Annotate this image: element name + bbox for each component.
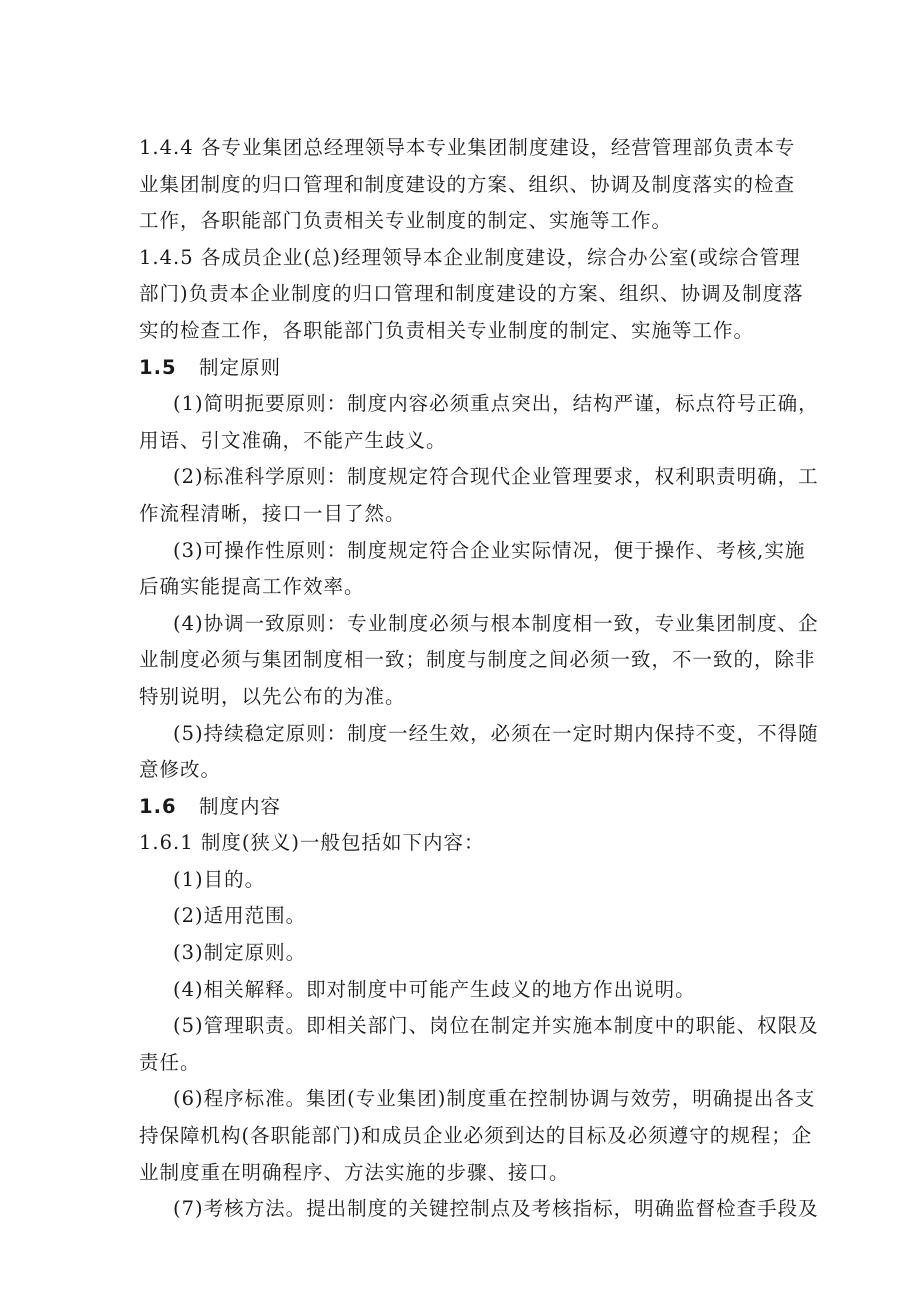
paragraph-1-4-5-line-2: 部门)负责本企业制度的归口管理和制度建设的方案、组织、协调及制度落: [139, 282, 804, 306]
content-item-6-line-1: (6)程序标准。集团(专业集团)制度重在控制协调与效劳，明确提出各支: [173, 1087, 816, 1111]
principle-1-line-1: (1)简明扼要原则：制度内容必须重点突出，结构严谨，标点符号正确，: [173, 392, 819, 416]
section-heading-1-6: [139, 789, 811, 826]
principle-5-line-1: (5)持续稳定原则：制度一经生效，必须在一定时期内保持不变，不得随: [173, 721, 819, 745]
content-item-7-line-1: (7)考核方法。提出制度的关键控制点及考核指标，明确监督检查手段及: [173, 1197, 819, 1221]
content-item-6-line-3: 业制度重在明确程序、方法实施的步骤、接口。: [139, 1160, 570, 1184]
section-title: 制定原则: [199, 355, 282, 379]
section-heading-1-5: [139, 350, 811, 387]
content-item-4: (4)相关解释。即对制度中可能产生歧义的地方作出说明。: [173, 977, 696, 1001]
principle-2-line-1: (2)标准科学原则：制度规定符合现代企业管理要求，权利职责明确，工: [173, 465, 819, 489]
content-item-1: (1)目的。: [173, 867, 266, 891]
principle-4-line-3: 特别说明，以先公布的为准。: [139, 684, 406, 708]
section-number: 1.6: [139, 794, 177, 818]
content-item-5-line-1: (5)管理职责。即相关部门、岗位在制定并实施本制度中的职能、权限及: [173, 1014, 819, 1038]
content-item-6-line-2: 持保障机构(各职能部门)和成员企业必须到达的目标及必须遵守的规程；企: [139, 1124, 813, 1148]
document-body: [139, 130, 819, 1228]
principle-4-line-2: 业制度必须与集团制度相一致；制度与制度之间必须一致，不一致的，除非: [139, 648, 816, 672]
content-item-5-line-2: 责任。: [139, 1050, 201, 1074]
principle-1-line-2: 用语、引文准确，不能产生歧义。: [139, 428, 447, 452]
principle-2-line-2: 作流程清晰，接口一目了然。: [139, 501, 406, 525]
paragraph-1-4-5-line-3: 实的检查工作，各职能部门负责相关专业制度的制定、实施等工作。: [139, 318, 755, 342]
section-number: 1.5: [139, 355, 177, 379]
principle-3-line-2: 后确实能提高工作效率。: [139, 575, 365, 599]
principle-5-line-2: 意修改。: [139, 758, 222, 782]
paragraph-1-4-4-line-2: 业集团制度的归口管理和制度建设的方案、组织、协调及制度落实的检查: [139, 172, 796, 196]
paragraph-1-4-5-line-1: 1.4.5 各成员企业(总)经理领导本企业制度建设，综合办公室(或综合管理: [139, 245, 801, 269]
section-title: 制度内容: [199, 794, 282, 818]
paragraph-1-4-4-line-3: 工作，各职能部门负责相关专业制度的制定、实施等工作。: [139, 209, 673, 233]
content-item-3: (3)制定原则。: [173, 941, 307, 965]
principle-3-line-1: (3)可操作性原则：制度规定符合企业实际情况，便于操作、考核,实施: [173, 538, 806, 562]
content-item-2: (2)适用范围。: [173, 904, 307, 928]
principle-4-line-1: (4)协调一致原则：专业制度必须与根本制度相一致，专业集团制度、企: [173, 611, 819, 635]
subsection-1-6-1: 1.6.1 制度(狭义)一般包括如下内容：: [139, 831, 485, 855]
paragraph-1-4-4-line-1: 1.4.4 各专业集团总经理领导本专业集团制度建设，经营管理部负责本专: [139, 136, 796, 159]
